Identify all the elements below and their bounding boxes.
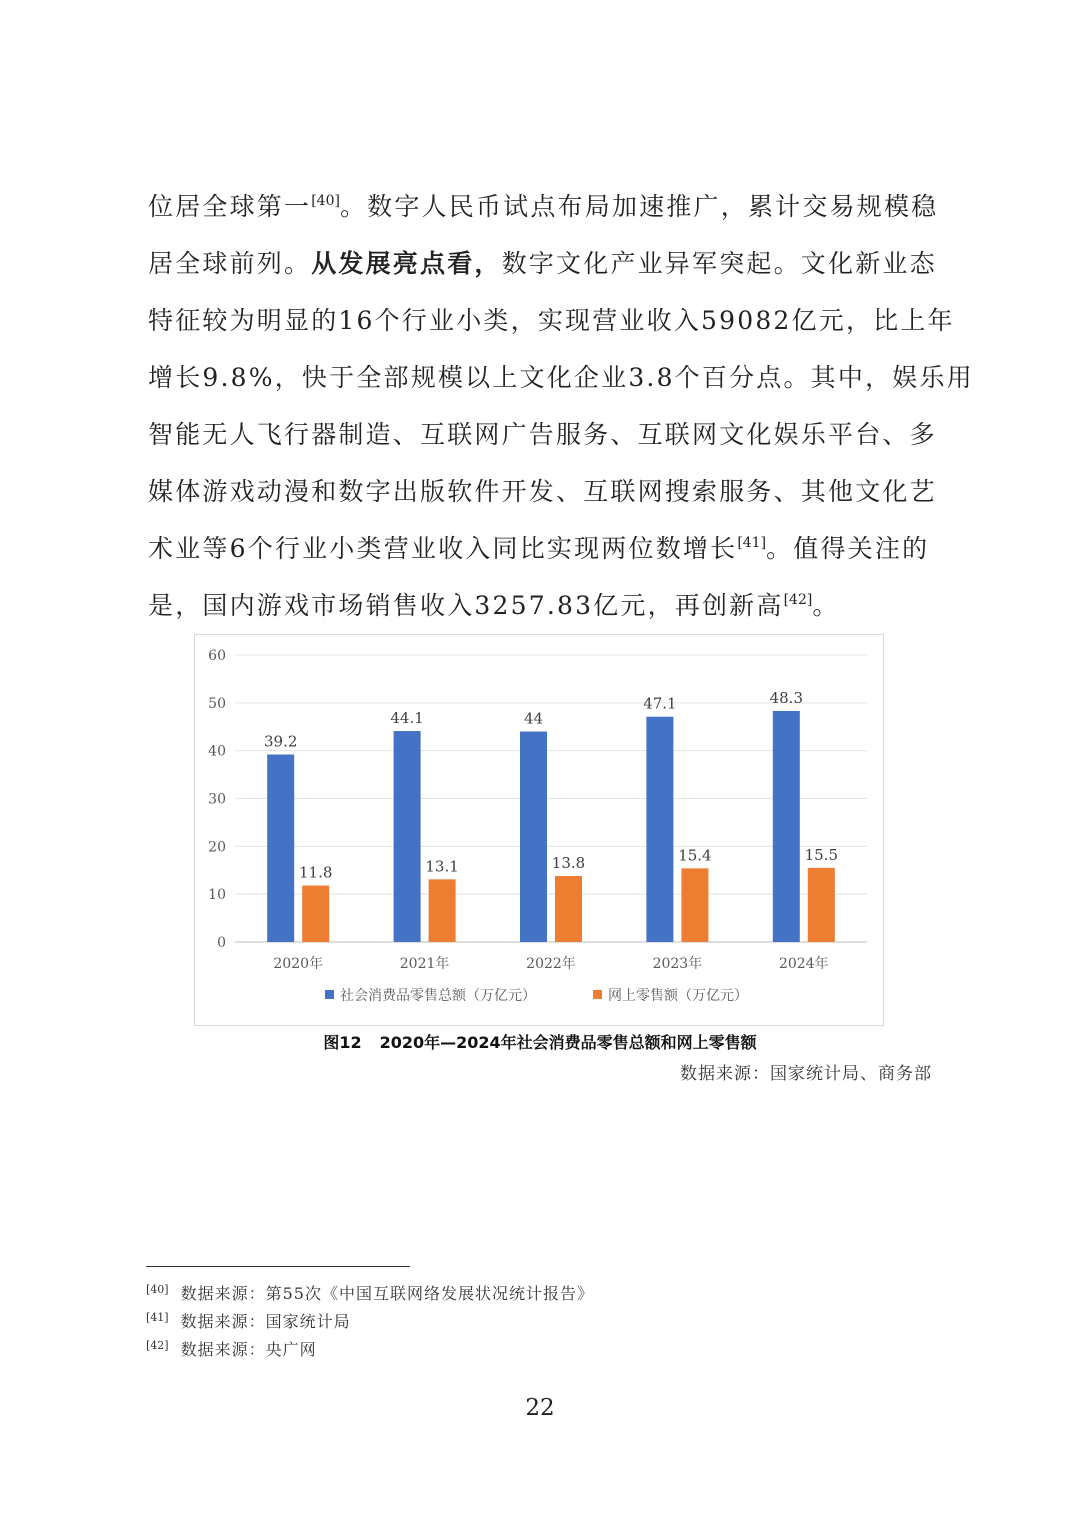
footnote-ref-42[interactable]: [42]	[783, 592, 813, 608]
legend-label: 社会消费品零售总额（万亿元）	[340, 988, 536, 1004]
legend-swatch-retail-total	[325, 990, 334, 999]
paragraph-line-8	[148, 577, 938, 634]
text-run: 是，国内游戏市场销售收入3257.83亿元，再创新高	[148, 591, 784, 620]
data-label: 47.1	[643, 694, 677, 713]
text-run: 位居全球第一	[148, 192, 312, 221]
footnote-40	[146, 1280, 594, 1308]
footnote-text: 数据来源：央广网	[180, 1340, 317, 1359]
x-tick-label: 2023年	[652, 956, 703, 972]
footnote-text: 数据来源：第55次《中国互联网络发展状况统计报告》	[180, 1284, 594, 1303]
data-label: 15.5	[804, 845, 839, 864]
chart-canvas	[195, 635, 885, 1027]
footnote-mark: [40]	[146, 1283, 169, 1296]
y-tick-label: 60	[208, 648, 226, 664]
footnotes	[146, 1280, 594, 1364]
x-tick-label: 2022年	[526, 956, 576, 972]
bar-chart	[194, 634, 884, 1026]
data-label: 44	[523, 709, 544, 728]
data-label: 13.1	[425, 857, 459, 876]
legend-label: 网上零售额（万亿元）	[608, 988, 748, 1004]
y-tick-label: 30	[208, 791, 226, 808]
footnote-text: 数据来源：国家统计局	[180, 1312, 351, 1331]
highlight-phrase: 从发展亮点看，	[311, 249, 502, 278]
footnote-42	[146, 1336, 594, 1364]
data-label: 44.1	[390, 709, 424, 728]
footnote-ref-41[interactable]: [41]	[737, 535, 767, 551]
footnote-ref-40[interactable]: [40]	[311, 193, 340, 209]
footnote-mark: [41]	[146, 1311, 169, 1324]
y-tick-label: 10	[208, 887, 226, 904]
text-run: 术业等6个行业小类营业收入同比实现两位数增长	[148, 534, 738, 563]
body-paragraph	[148, 178, 974, 634]
y-tick-label: 50	[208, 695, 226, 712]
y-tick-label: 20	[208, 839, 226, 856]
data-label: 15.4	[678, 846, 712, 865]
bar-retail-total	[520, 732, 547, 942]
paragraph-line-1	[148, 178, 938, 235]
footnote-divider	[146, 1266, 410, 1267]
paragraph-line-2	[148, 235, 938, 292]
paragraph-line-5: 智能无人飞行器制造、互联网广告服务、互联网文化娱乐平台、多	[148, 420, 937, 449]
bar-online-retail	[681, 868, 708, 942]
x-tick-label: 2024年	[778, 956, 829, 972]
text-run: 。值得关注的	[766, 534, 930, 563]
data-label: 48.3	[769, 688, 804, 707]
x-tick-label: 2020年	[273, 956, 324, 972]
bar-retail-total	[394, 731, 421, 942]
data-label: 39.2	[263, 732, 298, 751]
footnote-41	[146, 1308, 594, 1336]
data-label: 11.8	[298, 863, 333, 882]
figure-source: 数据来源：国家统计局、商务部	[680, 1064, 932, 1084]
bar-retail-total	[267, 754, 294, 942]
paragraph-line-7	[148, 520, 938, 577]
text-run: 。	[812, 591, 840, 620]
paragraph-line-4: 增长9.8%，快于全部规模以上文化企业3.8个百分点。其中，娱乐用	[148, 363, 974, 392]
page-number: 22	[525, 1395, 555, 1421]
bar-online-retail	[302, 886, 329, 942]
bar-retail-total	[646, 717, 673, 942]
bar-online-retail	[429, 879, 456, 942]
figure-number: 图12	[323, 1033, 362, 1052]
figure-title: 2020年—2024年社会消费品零售总额和网上零售额	[379, 1033, 757, 1052]
bar-retail-total	[773, 711, 800, 942]
y-tick-label: 40	[208, 743, 226, 760]
paragraph-line-6: 媒体游戏动漫和数字出版软件开发、互联网搜索服务、其他文化艺	[148, 477, 937, 506]
figure-caption	[0, 1030, 1080, 1053]
paragraph-line-3: 特征较为明显的16个行业小类，实现营业收入59082亿元，比上年	[148, 306, 955, 335]
y-tick-label: 0	[217, 935, 226, 951]
footnote-mark: [42]	[146, 1339, 169, 1352]
legend-swatch-online-retail	[593, 990, 602, 999]
text-run: 。数字人民币试点布局加速推广，累计交易规模稳	[339, 192, 939, 221]
bar-online-retail	[555, 876, 582, 942]
x-tick-label: 2021年	[399, 956, 450, 972]
text-run: 数字文化产业异军突起。文化新业态	[501, 249, 937, 278]
bar-online-retail	[808, 868, 835, 942]
data-label: 13.8	[551, 853, 586, 872]
text-run: 居全球前列。	[148, 249, 312, 278]
